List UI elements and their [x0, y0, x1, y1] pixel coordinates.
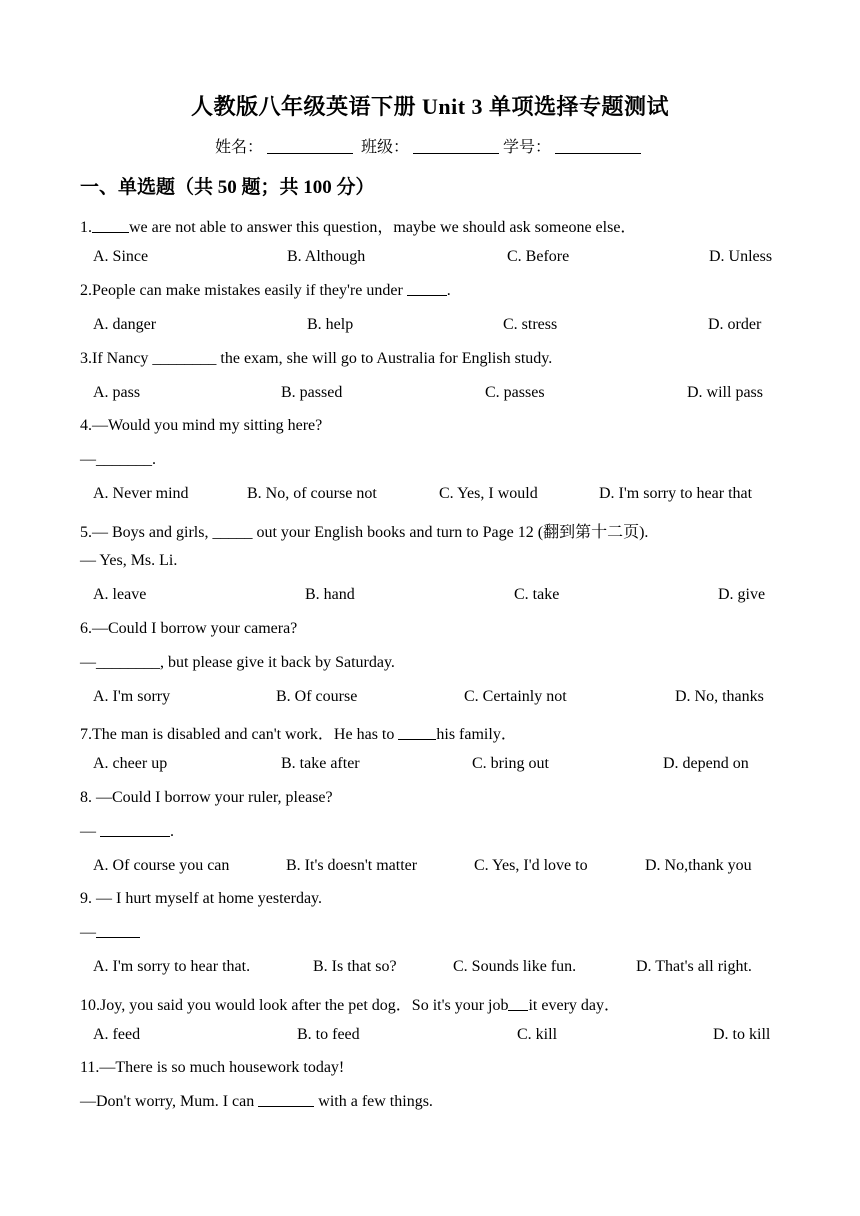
question-1-option-d[interactable]: D. Unless	[709, 248, 773, 265]
question-3-option-a[interactable]: A. pass	[93, 384, 141, 401]
answer-blank	[92, 219, 129, 233]
question-1-option-b[interactable]: B. Although	[287, 248, 366, 265]
question-6-response: —________, but please give it back by Saturday.	[80, 654, 395, 671]
question-1-option-c[interactable]: C. Before	[507, 248, 570, 265]
question-4-option-b[interactable]: B. No, of course not	[247, 485, 377, 502]
question-6-option-b[interactable]: B. Of course	[276, 688, 358, 705]
name-blank[interactable]	[267, 139, 353, 154]
question-3-option-d[interactable]: D. will pass	[687, 384, 763, 401]
question-5-option-d[interactable]: D. give	[718, 586, 766, 603]
question-1-stem: 1. we are not able to answer this question，maybe we should ask someone else．	[80, 219, 637, 236]
answer-blank	[398, 726, 436, 740]
question-2-option-a[interactable]: A. danger	[93, 316, 157, 333]
question-9-option-d[interactable]: D. That's all right.	[636, 958, 752, 975]
question-4-option-a[interactable]: A. Never mind	[93, 485, 189, 502]
question-9-option-a[interactable]: A. I'm sorry to hear that.	[93, 958, 251, 975]
name-label: 姓名：	[214, 139, 263, 156]
question-4-response: —_______.	[80, 451, 156, 468]
answer-blank	[508, 997, 528, 1011]
question-3-option-b[interactable]: B. passed	[281, 384, 343, 401]
question-3-stem: 3.If Nancy ________ the exam, she will go to Australia for English study.	[80, 350, 553, 367]
question-5-option-a[interactable]: A. leave	[93, 586, 147, 603]
question-4-option-d[interactable]: D. I'm sorry to hear that	[599, 485, 753, 502]
answer-blank	[96, 924, 140, 938]
question-7-option-c[interactable]: C. bring out	[472, 755, 549, 772]
question-8-option-b[interactable]: B. It's doesn't matter	[286, 857, 418, 874]
question-8-response: — .	[80, 823, 174, 840]
question-10-option-d[interactable]: D. to kill	[713, 1026, 771, 1043]
question-9-response: —	[80, 924, 140, 942]
question-9-stem: 9. — I hurt myself at home yesterday.	[80, 890, 323, 907]
question-6-option-d[interactable]: D. No, thanks	[675, 688, 764, 705]
question-9-option-c[interactable]: C. Sounds like fun.	[453, 958, 577, 975]
question-6-option-a[interactable]: A. I'm sorry	[93, 688, 171, 705]
question-2-stem: 2.People can make mistakes easily if they're under .	[80, 282, 451, 299]
question-3-option-c[interactable]: C. passes	[485, 384, 545, 401]
page-title: 人教版八年级英语下册 Unit 3 单项选择专题测试	[190, 94, 670, 119]
question-11-response: —Don't worry, Mum. I can with a few things.	[80, 1093, 433, 1110]
question-7-stem: 7.The man is disabled and can't work．He has to his family．	[80, 726, 517, 743]
section-heading: 一、单选题（共 50 题；共 100 分）	[80, 177, 375, 198]
question-10-option-a[interactable]: A. feed	[93, 1026, 141, 1043]
question-2-option-c[interactable]: C. stress	[503, 316, 558, 333]
question-7-option-a[interactable]: A. cheer up	[93, 755, 168, 772]
question-5-option-c[interactable]: C. take	[514, 586, 560, 603]
question-5-option-b[interactable]: B. hand	[305, 586, 355, 603]
answer-blank	[407, 282, 447, 296]
question-6-option-c[interactable]: C. Certainly not	[464, 688, 567, 705]
class-blank[interactable]	[413, 139, 499, 154]
question-8-option-c[interactable]: C. Yes, I'd love to	[474, 857, 588, 874]
question-10-option-c[interactable]: C. kill	[517, 1026, 558, 1043]
question-11-stem: 11.—There is so much housework today!	[80, 1059, 345, 1076]
student-info-row	[0, 134, 860, 157]
answer-blank	[100, 823, 170, 837]
answer-blank	[258, 1093, 314, 1107]
class-label: 班级：	[360, 139, 409, 156]
question-8-option-d[interactable]: D. No,thank you	[645, 857, 752, 874]
question-5-response: — Yes, Ms. Li.	[80, 552, 178, 569]
question-8-option-a[interactable]: A. Of course you can	[93, 857, 230, 874]
question-6-stem: 6.—Could I borrow your camera?	[80, 620, 298, 637]
question-4-option-c[interactable]: C. Yes, I would	[439, 485, 538, 502]
question-8-stem: 8. —Could I borrow your ruler, please?	[80, 789, 333, 806]
question-7-option-d[interactable]: D. depend on	[663, 755, 749, 772]
question-2-option-d[interactable]: D. order	[708, 316, 762, 333]
question-10-option-b[interactable]: B. to feed	[297, 1026, 360, 1043]
question-5-stem: 5.— Boys and girls, _____ out your English books and turn to Page 12 (翻到第十二页).	[80, 524, 649, 541]
question-7-option-b[interactable]: B. take after	[281, 755, 360, 772]
question-2-option-b[interactable]: B. help	[307, 316, 354, 333]
id-label: 学号：	[503, 139, 552, 156]
question-10-stem: 10.Joy, you said you would look after the pet dog．So it's your job it every day．	[80, 997, 621, 1014]
id-blank[interactable]	[555, 139, 641, 154]
question-1-option-a[interactable]: A. Since	[93, 248, 149, 265]
question-9-option-b[interactable]: B. Is that so?	[313, 958, 397, 975]
question-4-stem: 4.—Would you mind my sitting here?	[80, 417, 323, 434]
